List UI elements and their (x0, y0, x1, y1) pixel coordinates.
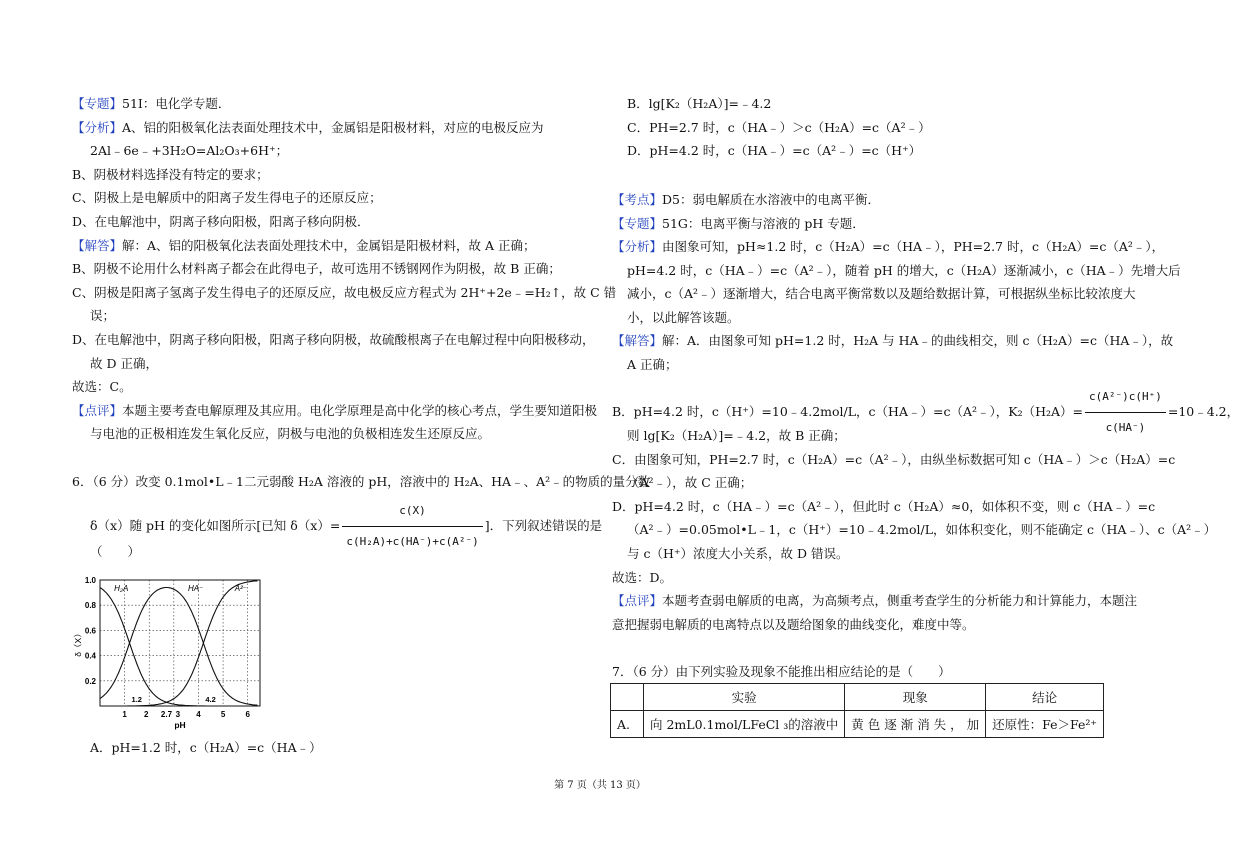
series-label: HA⁻ (188, 583, 204, 593)
text-line (72, 120, 544, 136)
line-text: 解：A、铝的阳极氧化法表面处理技术中，金属铝是阳极材料，故 A 正确； (122, 237, 536, 253)
section-tag: 【点评】 (72, 402, 123, 418)
table-cell: 还原性：Fe＞Fe²⁺ (986, 711, 1104, 738)
k2-fraction-den: c(HA⁻) (1105, 421, 1146, 434)
option-b: B．lg[K₂（H₂A）]=﹣4.2 (627, 96, 772, 111)
series-label: A²⁻ (234, 583, 248, 593)
line-text: C、阴极是阳离子氢离子发生得电子的还原反应，故电极反应方程式为 2H⁺+2e﹣=H₂↑，故 C 错 (72, 284, 617, 300)
text-line (612, 593, 1137, 609)
text-line (72, 403, 597, 419)
annotation-label: 4.2 (205, 695, 216, 704)
y-axis-label: δ（X） (73, 629, 83, 657)
line-text: A、铝的阳极氧化法表面处理技术中，金属铝是阳极材料，对应的电极反应为 (122, 119, 544, 135)
page-footer: 第 7 页（共 13 页） (554, 780, 646, 791)
table-header-row (611, 684, 1104, 711)
q6-line2a: δ（x）随 pH 的变化如图所示[已知 δ（x）= (90, 518, 341, 533)
x-tick-label: 2.7 (160, 710, 173, 719)
line-text: B、阴极不论用什么材料离子都会在此得电子，故可选用不锈钢网作为阴极，故 B 正确； (72, 261, 561, 277)
line-text: A 正确； (627, 356, 678, 372)
section-tag: 【专题】 (72, 96, 123, 111)
table-header-cell (611, 684, 644, 711)
q6-paren: （ ） (90, 544, 141, 559)
text-line (612, 452, 1175, 468)
x-tick-label: 6 (245, 710, 250, 719)
annotation-label: 1.2 (131, 695, 142, 704)
line-text: D5：弱电解质在水溶液中的电离平衡． (662, 192, 880, 207)
text-line (72, 214, 370, 230)
text-line (612, 216, 865, 232)
text-line (72, 96, 230, 112)
table-cell: 黄 色 逐 渐 消 失 ， 加 (845, 711, 986, 738)
distribution-chart (72, 566, 272, 746)
delta-fraction-den: c(H₂A)+c(HA⁻)+c(A²⁻) (346, 535, 479, 548)
table-header-cell: 实验 (644, 684, 845, 711)
text-line (612, 617, 975, 633)
x-tick-label: 2 (144, 710, 149, 719)
line-text: 误； (90, 308, 116, 324)
x-tick-label: 1 (122, 710, 127, 719)
line-text: 意把握弱电解质的电离特点以及题给图象的曲线变化，难度中等。 (612, 616, 975, 632)
section-tag: 【解答】 (72, 237, 123, 253)
table-cell: 向 2mL0.1mol/LFeCl ₃的溶液中 (644, 711, 845, 738)
option-d: D．pH=4.2 时，c（HA﹣）=c（A²﹣）=c（H⁺） (627, 143, 922, 158)
line-text: 则 lg[K₂（H₂A）]=﹣4.2，故 B 正确； (627, 428, 846, 443)
q6-line2 (90, 496, 602, 557)
x-tick-label: 4 (196, 710, 201, 719)
text-line (90, 308, 115, 324)
y-tick-label: 0.2 (84, 676, 96, 686)
line-text: 与电池的正极相连发生氧化反应，阴极与电池的负极相连发生还原反应。 (90, 426, 491, 442)
line-text: 与 c（H⁺）浓度大小关系，故 D 错误。 (627, 546, 849, 561)
delta-fraction-num: c(X) (342, 496, 482, 527)
line-text: 故 D 正确， (90, 355, 158, 371)
text-line (90, 143, 288, 159)
line-text: C．由图象可知，PH=2.7 时，c（H₂A）=c（A²﹣），由纵坐标数据可知 c（HA﹣）＞c（H₂A）=c (612, 451, 1176, 467)
section-tag: 【点评】 (612, 593, 663, 609)
text-line (72, 379, 132, 395)
line-text: 2Al﹣6e﹣+3H₂O=Al₂O₃+6H⁺； (90, 143, 289, 159)
option-a: A．pH=1.2 时，c（H₂A）=c（HA﹣） (90, 740, 322, 755)
line-text: 由图象可知，pH≈1.2 时，c（H₂A）=c（HA﹣），PH=2.7 时，c（H₂A）=c（A²﹣）， (662, 239, 1165, 254)
experiment-table (610, 683, 1104, 738)
line-text: 小，以此解答该题。 (627, 309, 740, 325)
y-tick-label: 0.4 (84, 651, 96, 661)
k2-fraction-num: c(A²⁻)c(H⁺) (1085, 382, 1166, 413)
table-row (611, 711, 1104, 738)
delta-fraction (342, 496, 482, 557)
line-text: 减小，c（A²﹣）逐渐增大，结合电离平衡常数以及题给数据计算，可根据纵坐标比较浓度大 (627, 286, 1136, 301)
y-tick-label: 0.6 (84, 626, 96, 636)
text-line (627, 475, 752, 491)
x-tick-label: 5 (220, 710, 226, 719)
text-line (612, 239, 1164, 255)
text-line (627, 522, 1216, 538)
q6-line2b: ]．下列叙述错误的是 (484, 518, 603, 533)
text-line (90, 426, 490, 442)
line-text: 本题主要考查电解原理及其应用。电化学原理是高中化学的核心考点，学生要知道阳极 (122, 402, 598, 418)
text-line (90, 356, 158, 372)
table-header-cell: 结论 (986, 684, 1104, 711)
line-text: （A²﹣）=0.05mol•L﹣1，c（H⁺）=10﹣4.2mol/L，如体积变化，则不能确定 c（HA﹣）、c（A²﹣） (627, 522, 1217, 538)
line-text: D．pH=4.2 时，c（HA﹣）=c（A²﹣），但此时 c（H₂A）≈0，如体积不变，则 c（HA﹣）=c (612, 498, 1156, 514)
text-line (627, 357, 678, 373)
text-line (612, 570, 672, 586)
line-text: 故选：C。 (72, 379, 132, 395)
text-line (72, 332, 595, 348)
line-text: pH=4.2 时，c（HA﹣）=c（A²﹣），随着 pH 的增大，c（H₂A）逐渐减小，c（HA﹣）先增大后 (627, 262, 1181, 278)
line-text: D、在电解池中，阴离子移向阳极，阳离子移向阴极． (72, 214, 370, 229)
text-line (627, 428, 846, 444)
answer-b-b: =10﹣4.2， (1167, 404, 1239, 419)
line-text: 解：A．由图象可知 pH=1.2 时，H₂A 与 HA﹣的曲线相交，则 c（H₂A）=c（HA﹣），故 (662, 333, 1174, 348)
table-header-cell: 现象 (845, 684, 986, 711)
text-line (627, 263, 1181, 279)
text-line (72, 167, 269, 183)
section-tag: 【分析】 (612, 239, 663, 254)
text-line (627, 310, 740, 326)
q7-title: 7．（6 分）由下列实验及现象不能推出相应结论的是（ ） (612, 664, 951, 679)
section-tag: 【考点】 (612, 192, 663, 207)
plot-frame (100, 580, 260, 706)
series-line (100, 581, 258, 706)
option-c: C．PH=2.7 时，c（HA﹣）＞c（H₂A）=c（A²﹣） (627, 120, 931, 135)
line-text: B、阴极材料选择没有特定的要求； (72, 166, 269, 182)
table-cell: A. (611, 711, 644, 738)
text-line (72, 261, 561, 277)
line-text: 故选：D。 (612, 569, 673, 585)
text-line (612, 333, 1173, 349)
line-text: 51G：电离平衡与溶液的 pH 专题． (662, 215, 865, 231)
text-line (627, 546, 848, 562)
q6-line1: 6．（6 分）改变 0.1mol•L﹣1二元弱酸 H₂A 溶液的 pH，溶液中的 H₂A、HA﹣、A²﹣的物质的量分数 (72, 474, 651, 489)
x-axis-label: pH (174, 720, 186, 730)
y-tick-label: 1.0 (84, 576, 96, 585)
line-text: 51I：电化学专题． (122, 96, 231, 111)
line-text: 本题考查弱电解质的电离，为高频考点，侧重考查学生的分析能力和计算能力，本题注 (662, 593, 1138, 609)
series-label: H₂A (114, 583, 129, 593)
line-text: C、阴极上是电解质中的阳离子发生得电子的还原反应； (72, 190, 382, 206)
section-tag: 【解答】 (612, 333, 663, 348)
section-tag: 【专题】 (612, 215, 663, 231)
text-line (72, 190, 382, 206)
text-line (72, 285, 616, 301)
x-tick-label: 3 (175, 710, 181, 719)
line-text: （A²﹣），故 C 正确； (627, 475, 753, 491)
section-tag: 【分析】 (72, 119, 123, 135)
answer-b-a: B．pH=4.2 时，c（H⁺）=10﹣4.2mol/L，c（HA﹣）=c（A²﹣），K₂（H₂A）= (612, 404, 1084, 419)
text-line (72, 238, 536, 254)
text-line (612, 192, 880, 208)
y-tick-label: 0.8 (84, 601, 96, 611)
line-text: D、在电解池中，阴离子移向阳极，阳离子移向阴极，故硫酸根离子在电解过程中向阳极移动， (72, 332, 595, 347)
k2-fraction (1085, 382, 1166, 443)
text-line (612, 499, 1155, 515)
text-line (627, 286, 1136, 302)
